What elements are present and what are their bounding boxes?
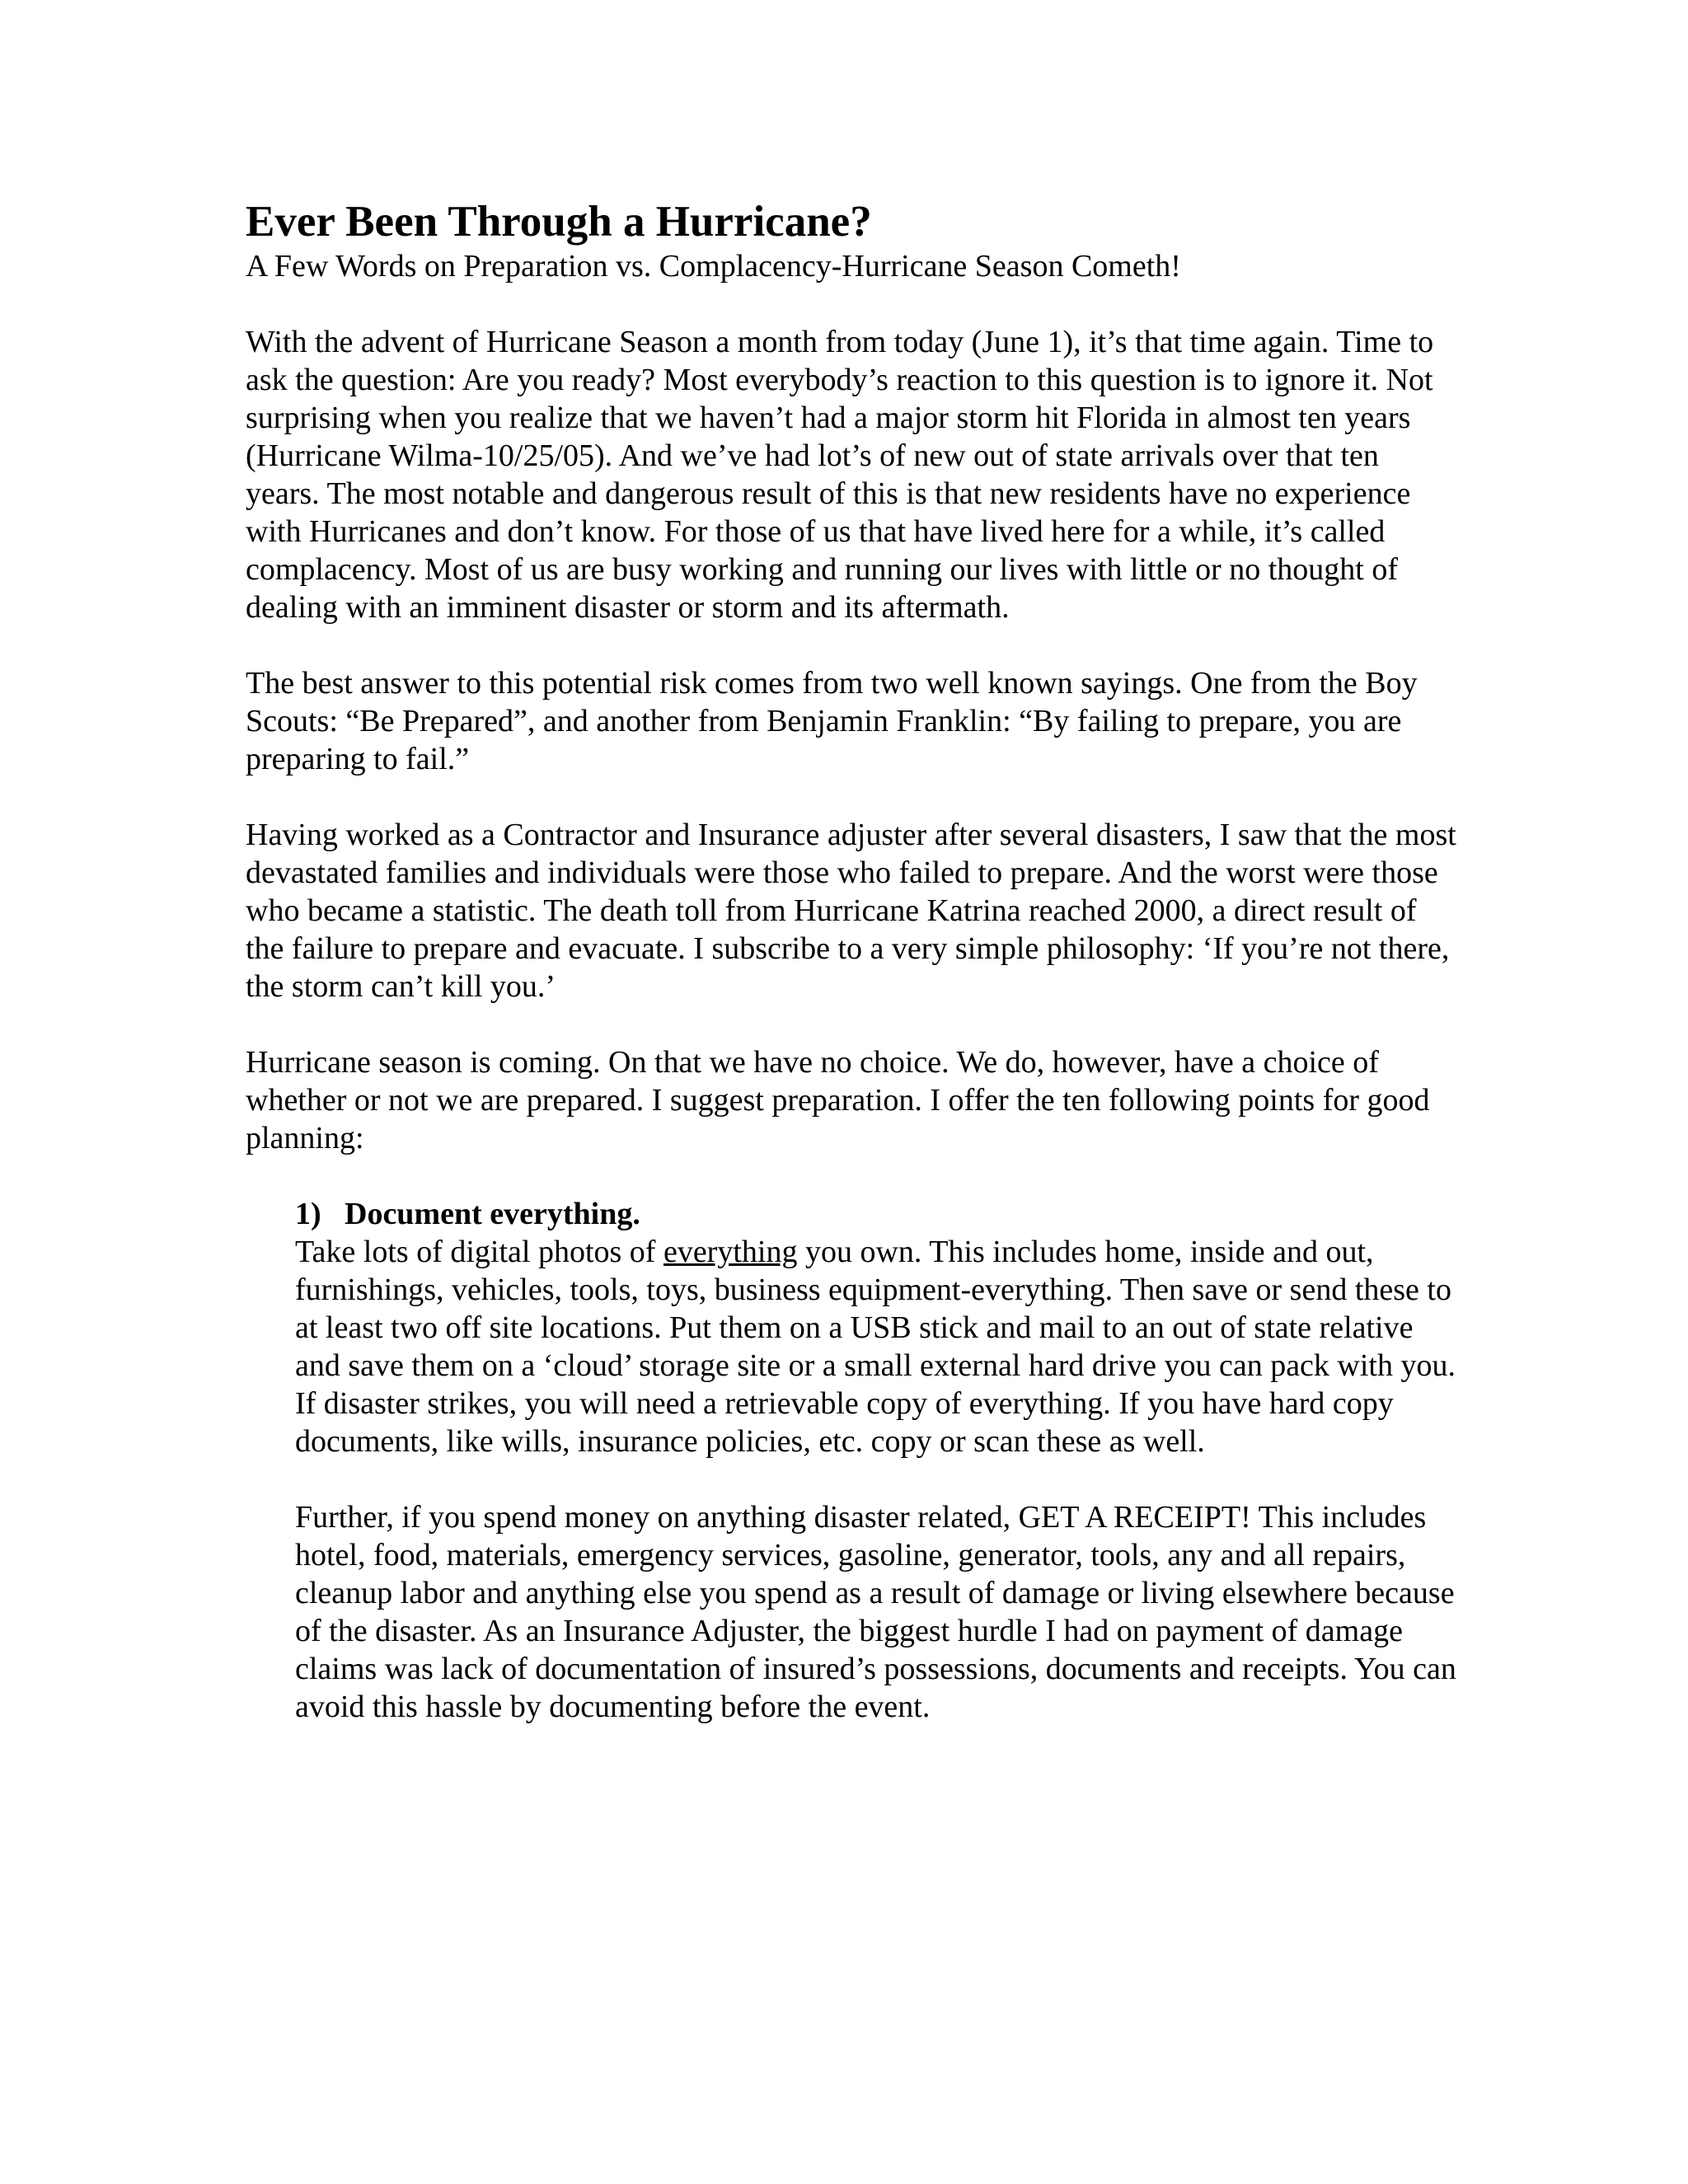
paragraph-experience: Having worked as a Contractor and Insurance adjuster after several disasters, I saw that the most devastated families and individuals were those who failed to prepare. And the worst were those who became a statistic. The death toll from Hurricane Katrina reached 2000, a direct result of the failure to prepare and evacuate. I subscribe to a very simple philosophy: ‘If you’re not there, the storm can’t kill you.’ (246, 818, 1456, 1004)
underlined-word: everything (663, 1235, 798, 1269)
document-title: Ever Been Through a Hurricane? (246, 198, 872, 246)
document-page (246, 196, 1457, 1764)
paragraph-planning: Hurricane season is coming. On that we have no choice. We do, however, have a choice of whether or not we are prepared. I suggest preparation. I offer the ten following points for good planning: (246, 1045, 1430, 1155)
paragraph-sayings: The best answer to this potential risk comes from two well known sayings. One from the Boy Scouts: “Be Prepared”, and another from Benjamin Franklin: “By failing to prepare, you are preparing to fail.” (246, 666, 1418, 776)
list-item-title: Document everything. (345, 1197, 640, 1231)
photos-text-start: Take lots of digital photos of (295, 1235, 663, 1269)
photos-text-end: you own. This includes home, inside and out, furnishings, vehicles, tools, toys, business equipment-everything. Then save or send these to at least two off site locations. Put them on a USB stick and mail to an out of state relative and save them on a ‘cloud’ storage site or a small external hard drive you can pack with you. If disaster strikes, you will need a retrievable copy of everything. If you have hard copy documents, like wills, insurance policies, etc. copy or scan these as well. (295, 1235, 1456, 1459)
list-item-number: 1) (295, 1197, 321, 1231)
list-item-heading (295, 1195, 1457, 1233)
list-item-document-everything (295, 1195, 1457, 1726)
list-item-paragraph-photos (295, 1233, 1457, 1460)
paragraph-intro: With the advent of Hurricane Season a month from today (June 1), it’s that time again. Time to ask the question: Are you ready? Most everybody’s reaction to this question is to ignore it. Not surprising when you realize that we haven’t had a major storm hit Florida in almost ten years (Hurricane Wilma-10/25/05). And we’ve had lot’s of new out of state arrivals over that ten years. The most notable and dangerous result of this is that new residents have no experience with Hurricanes and don’t know. For those of us that have lived here for a while, it’s called complacency. Most of us are busy working and running our lives with little or no thought of dealing with an imminent disaster or storm and its aftermath. (246, 325, 1434, 625)
list-item-paragraph-receipts: Further, if you spend money on anything disaster related, GET A RECEIPT! This includes hotel, food, materials, emergency services, gasoline, generator, tools, any and all repairs, cleanup labor and anything else you spend as a result of damage or living elsewhere because of the disaster. As an Insurance Adjuster, the biggest hurdle I had on payment of damage claims was lack of documentation of insured’s possessions, documents and receipts. You can avoid this hassle by documenting before the event. (295, 1500, 1456, 1724)
document-subtitle: A Few Words on Preparation vs. Complacency-Hurricane Season Cometh! (246, 249, 1181, 284)
